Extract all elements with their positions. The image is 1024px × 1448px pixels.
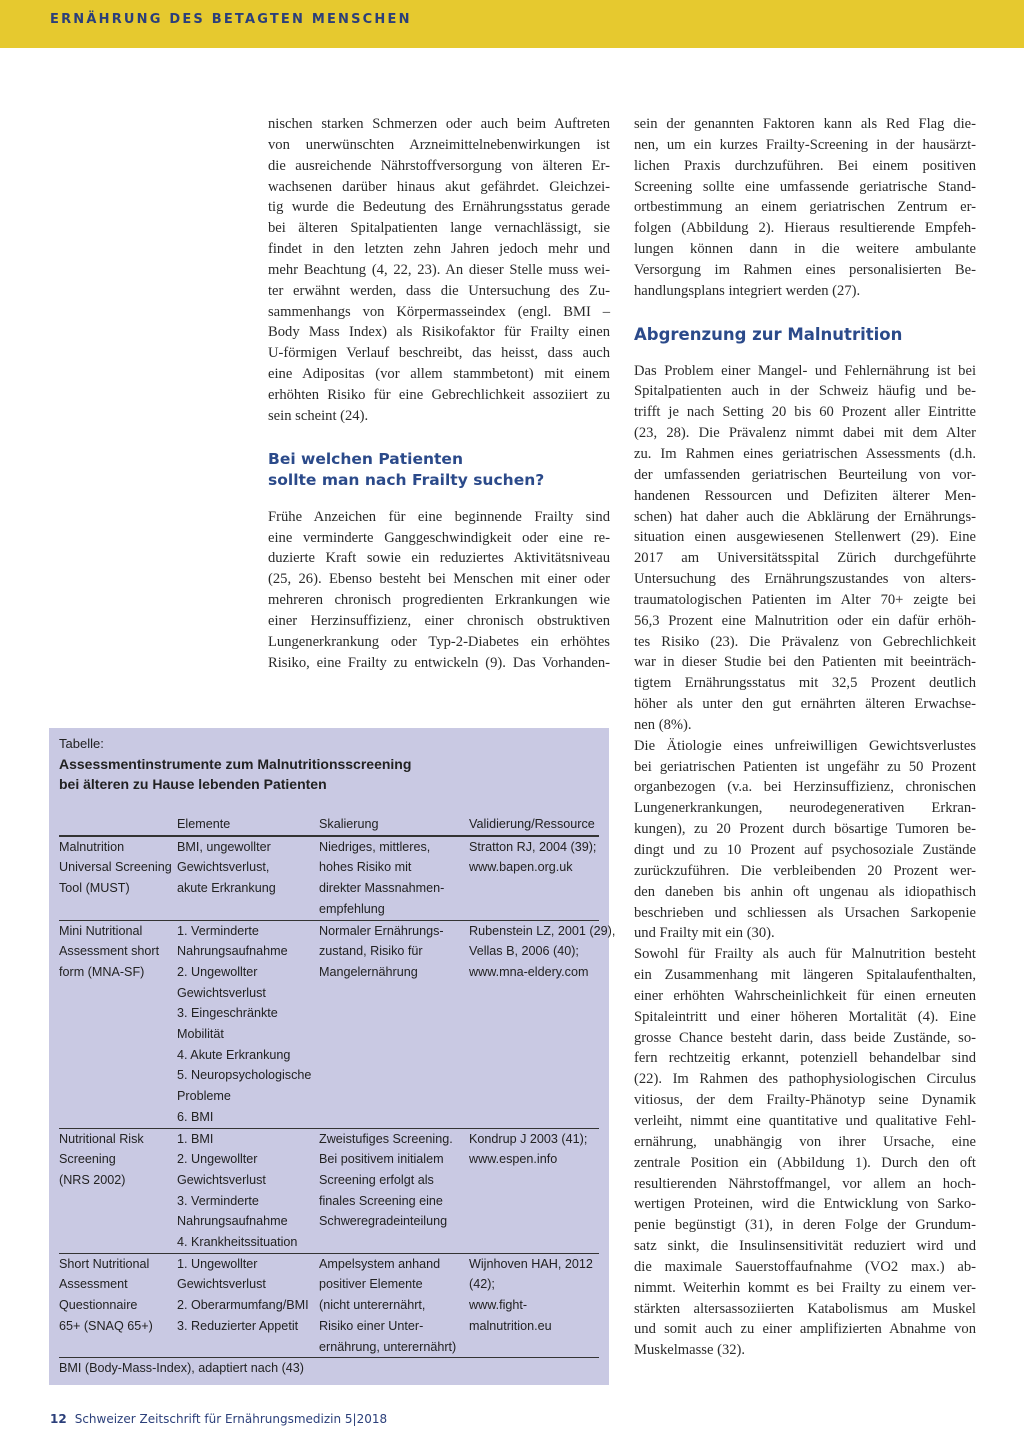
cell-line: Assessment [59,1277,128,1292]
cell-line: Gewichtsverlust [177,1172,266,1187]
cell-line: akute Erkrankung [177,881,276,896]
text-line: trifft je nach Setting 20 bis 60 Prozent aller Eintritte [634,404,976,421]
text-line: eine verminderte Ganggeschwindigkeit oder eine re- [268,529,610,546]
text-line: die maximale Sauerstoffaufnahme (VO2 max.) ab- [634,1258,976,1275]
cell-line: Nutritional Risk [59,1131,144,1146]
table-row [59,1128,599,1253]
text-line: erhöhten Risiko für eine Gebrechlichkeit assoziiert zu [268,386,610,403]
cell-line: (NRS 2002) [59,1172,126,1187]
section-heading: Abgrenzung zur Malnutrition [634,324,903,344]
assessment-table-box [49,728,616,1385]
text-line: Untersuchung des Ernährungszustandes von alters- [634,571,976,588]
text-line: war in dieser Studie bei den Patienten mit beeinträch- [634,654,976,671]
table-header-row [59,814,599,836]
paragraph [268,507,610,674]
cell-line: 1. BMI [177,1131,214,1146]
cell-line: Rubenstein LZ, 2001 (29), [469,923,616,938]
cell-line: 5. Neuropsychologische [177,1068,312,1083]
text-line: penie begünstigt (31), in deren Folge der Grundum- [634,1217,976,1234]
text-line: nen, um ein kurzes Frailty-Screening in der hausärzt- [634,136,976,153]
text-line: der umfassenden geriatrischen Beurteilung von vor- [634,466,976,483]
cell-line: Kondrup J 2003 (41); [469,1131,588,1146]
text-line: U-förmigen Verlauf beschreibt, das heisst, dass auch [268,345,610,362]
text-line: grosse Chance besteht darin, dass beide Zustände, so- [634,1029,976,1046]
table-header-cell [59,814,177,835]
cell-line: Mini Nutritional [59,923,143,938]
text-line: (25, 26). Ebenso besteht bei Menschen mit einer oder [268,571,610,588]
cell-line: www.fight- [469,1298,528,1313]
cell-line: Stratton RJ, 2004 (39); [469,839,597,854]
text-line: kungen), zu 20 Prozent durch bösartige Tumoren be- [634,821,976,838]
text-line: ernährung, unabhängig von ihrer Ursache, eine [634,1133,976,1150]
cell-line: Tool (MUST) [59,881,130,896]
text-line: wachsenen darüber hinaus akut gefährdet. Gleichzei- [268,178,610,195]
cell-line: empfehlung [319,901,385,916]
table-cell [469,1129,599,1253]
cell-line: www.bapen.org.uk [469,860,573,875]
text-line: Body Mass Index) als Risikofaktor für Frailty einen [268,324,610,341]
table-cell [469,1254,599,1358]
text-line: eine Adipositas (vor allem stammbetont) mit einem [268,366,610,383]
text-line: Lungenerkrankung oder Typ-2-Diabetes ein erhöhtes [268,633,610,650]
text-line: tigtem Ernährungsstatus mit 32,5 Prozent deutlich [634,675,976,692]
cell-line: Assessment short [59,944,160,959]
cell-line: Ampelsystem anhand [319,1256,441,1271]
header-band [0,0,1024,48]
table-row [59,836,599,920]
section-heading: Bei welchen Patienten [268,449,463,468]
cell-line: Screening erfolgt als [319,1172,434,1187]
cell-line: 1. Ungewollter [177,1256,258,1271]
table-cell [177,837,319,920]
cell-line: www.mna-eldery.com [469,964,589,979]
text-line: (23, 28). Die Prävalenz nimmt dabei mit dem Alter [634,425,976,442]
cell-line: hohes Risiko mit [319,860,412,875]
cell-line: form (MNA-SF) [59,964,145,979]
table-cell [59,921,177,1128]
text-line: stärkten altersassoziierten Katabolismus am Muskel [634,1300,976,1317]
text-line: ter erwähnt werden, dass die Untersuchung des Zu- [268,282,610,299]
text-line: ortbestimmung an einem geriatrischen Zentrum er- [634,199,976,216]
cell-line: Probleme [177,1089,231,1104]
text-line: tes Risiko (23). Die Prävalenz von Gebrechlichkeit [634,633,976,650]
text-line: den daneben bis anhin oft ungenau als idiopathisch [634,883,976,900]
table-cell [177,921,319,1128]
journal-name: Schweizer Zeitschrift für Ernährungsmedizin 5|2018 [74,1412,388,1426]
cell-line: Mobilität [177,1027,224,1042]
table-cell [177,1129,319,1253]
text-line: traumatologischen Patienten im Alter 70+ zeigte bei [634,591,976,608]
text-line: Die Ätiologie eines unfreiwilligen Gewichtsverlustes [634,737,976,754]
cell-line: finales Screening eine [319,1193,443,1208]
text-line: (22). Im Rahmen des pathophysiologischen Circulus [634,1071,976,1088]
cell-line: 4. Akute Erkrankung [177,1047,291,1062]
cell-line: Nahrungsaufnahme [177,944,288,959]
page-footer [50,1412,387,1426]
cell-line: Bei positivem initialem [319,1152,444,1167]
paragraph [634,736,976,944]
cell-line: 1. Verminderte [177,923,259,938]
text-line: sein scheint (24). [268,407,369,424]
cell-line: Gewichtsverlust, [177,860,270,875]
text-line: einer Herzinsuffizienz, einer chronisch obstruktiven [268,612,610,629]
cell-line: Mangelernährung [319,964,418,979]
cell-line: Questionnaire [59,1298,138,1313]
text-line: duzierte Kraft sowie ein reduziertes Aktivitätsniveau [268,550,610,567]
table-label: Tabelle: [59,736,104,751]
cell-line: positiver Elemente [319,1277,423,1292]
cell-line: 2. Oberarmumfang/BMI [177,1298,309,1313]
text-line: ein Zusammenhang mit längeren Spitalaufenthalten, [634,967,976,984]
table-cell [59,1129,177,1253]
text-line: und Frailty mit ein (30). [634,925,775,942]
cell-line: zustand, Risiko für [319,944,423,959]
cell-line: 65+ (SNAQ 65+) [59,1318,153,1333]
table-header-cell: Skalierung [319,817,379,831]
text-line: einer erhöhten Wahrscheinlichkeit für einen erneuten [634,987,976,1004]
text-line: Frühe Anzeichen für eine beginnende Frailty sind [268,508,610,525]
text-line: tig wurde die Bedeutung des Ernährungsstatus gerade [268,199,610,216]
table-header-cell: Validierung/Ressource [469,817,595,831]
text-line: zurückzuführen. Die verbleibenden 20 Prozent wer- [634,862,976,879]
text-line: von unerwünschten Arzneimittelnebenwirkungen ist [268,136,610,153]
text-line: handlungsplans integriert werden (27). [634,282,861,299]
paragraph [268,114,610,427]
page-number: 12 [50,1412,67,1426]
cell-line: ernährung, unterernährt) [319,1339,457,1354]
text-line: und somit auch zu einer amplifizierten Abnahme von [634,1321,976,1338]
text-line: sein der genannten Faktoren kann als Red Flag die- [634,116,976,132]
text-line: bei geriatrischen Patienten ist ungefähr zu 50 Prozent [634,758,976,775]
text-line: zu. Im Rahmen eines geriatrischen Assessments (d.h. [634,445,976,462]
text-line: findet in den letzten zehn Jahren jedoch mehr und [268,241,610,258]
cell-line: malnutrition.eu [469,1318,552,1333]
table-footnote: BMI (Body-Mass-Index), adaptiert nach (43) [59,1357,599,1379]
cell-line: (nicht unterernährt, [319,1298,426,1313]
column-middle [268,114,610,673]
cell-line: Screening [59,1152,116,1167]
text-line: Risiko, eine Frailty zu entwickeln (9). Das Vorhanden- [268,654,610,671]
text-line: beschrieben und schliessen als Ursachen Sarkopenie [634,904,976,921]
paragraph [634,944,976,1361]
paragraph [634,361,976,736]
text-line: Spitaleintritt und einer höheren Mortalität (4). Eine [634,1008,976,1025]
text-line: sammenhangs von Körpermasseindex (engl. BMI – [268,303,610,320]
text-line: situation einen ausgewiesenen Stellenwert (29). Eine [634,529,976,546]
text-line: nimmt. Weiterhin kommt es bei Frailty zu einem ver- [634,1279,976,1296]
table-cell [319,1129,469,1253]
text-line: verleiht, nimmt eine quantitative und qualitative Fehl- [634,1112,976,1129]
table-cell [319,837,469,920]
text-line: Sowohl für Frailty als auch für Malnutrition besteht [634,946,976,963]
cell-line: 3. Verminderte [177,1193,259,1208]
text-line: Das Problem einer Mangel- und Fehlernährung ist bei [634,362,976,379]
cell-line: Niedriges, mittleres, [319,839,431,854]
text-line: mehreren chronisch progredienten Erkrankungen wie [268,592,610,609]
assessment-table [59,814,616,1379]
table-title: Assessmentinstrumente zum Malnutritionsscreening bei älteren zu Hause lebenden Patienten [59,756,412,792]
cell-line: 4. Krankheitssituation [177,1235,298,1250]
text-line: dingt und zu 10 Prozent auf psychosoziale Zustände [634,842,976,858]
text-line: nen (8%). [634,716,692,733]
cell-line: Short Nutritional [59,1256,150,1271]
cell-line: 3. Reduzierter Appetit [177,1318,299,1333]
cell-line: 2. Ungewollter [177,964,258,979]
cell-line: Gewichtsverlust [177,1277,266,1292]
text-line: die ausreichende Nährstoffversorgung von älteren Er- [268,157,610,174]
text-line: organbezogen (v.a. bei Herzinsuffizienz, chronischen [634,779,976,796]
column-right [634,114,976,1361]
cell-line: Risiko einer Unter- [319,1318,424,1333]
table-row [59,1253,599,1358]
cell-line: Schweregradeinteilung [319,1214,448,1229]
text-line: höher als unter den gut ernährten älteren Erwachse- [634,696,976,713]
cell-line: Universal Screening [59,860,172,875]
text-line: mehr Beachtung (4, 22, 23). An dieser Stelle muss wei- [268,261,610,278]
cell-line: Malnutrition [59,839,125,854]
paragraph [634,114,976,302]
table-cell [319,1254,469,1358]
cell-line: Gewichtsverlust [177,985,266,1000]
text-line: 2017 am Universitätsspital Zürich durchgeführte [634,550,976,567]
text-line: Lungenerkrankungen, neurodegenerativen Erkran- [634,800,976,817]
text-line: vitiosus, der dem Frailty-Phänotyp seine Dynamik [634,1092,976,1109]
table-cell [469,837,599,920]
text-line: nischen starken Schmerzen oder auch beim Auftreten [268,116,610,132]
cell-line: Vellas B, 2006 (40); [469,944,579,959]
text-line: lungen können dann in die weitere ambulante [634,241,976,258]
cell-line: Zweistufiges Screening. [319,1131,453,1146]
cell-line: Wijnhoven HAH, 2012 [469,1256,593,1271]
text-line: schen) hat daher auch die Abklärung der Ernährungs- [634,508,976,525]
text-line: resultierenden Nährstoffmangel, vor allem an hoch- [634,1175,976,1192]
table-cell [59,1254,177,1358]
text-line: folgen (Abbildung 2). Hieraus resultierende Empfeh- [634,220,976,237]
cell-line: 2. Ungewollter [177,1152,258,1167]
text-line: 56,3 Prozent eine Malnutrition oder ein dafür erhöh- [634,612,976,629]
cell-line: direkter Massnahmen- [319,881,445,896]
cell-line: (42); [469,1277,495,1292]
section-heading: sollte man nach Frailty suchen? [268,470,545,489]
text-line: lichen Praxis durchzuführen. Bei einem positiven [634,157,976,174]
cell-line: Normaler Ernährungs- [319,923,444,938]
cell-line: BMI, ungewollter [177,839,271,854]
section-title: ERNÄHRUNG DES BETAGTEN MENSCHEN [50,12,412,27]
cell-line: www.espen.info [469,1152,558,1167]
text-line: Versorgung im Rahmen eines personalisierten Be- [634,261,976,278]
table-cell [177,1254,319,1358]
cell-line: Nahrungsaufnahme [177,1214,288,1229]
table-cell [319,921,469,1128]
text-line: handenen Ressourcen und Defiziten älterer Men- [634,487,976,504]
text-line: zentrale Position ein (Abbildung 1). Durch den oft [634,1154,976,1171]
text-line: satz sinkt, die Insulinsensitivität reduziert wird und [634,1238,976,1255]
text-line: Muskelmasse (32). [634,1342,746,1359]
table-cell [469,921,616,1128]
table-cell [59,837,177,920]
text-line: Screening sollte eine umfassende geriatrische Stand- [634,178,976,195]
table-header-cell: Elemente [177,817,231,831]
text-line: fern rechtzeitig erkannt, potenziell behandelbar sind [634,1050,976,1067]
table-row [59,920,616,1128]
text-line: Spitalpatienten auch in der Schweiz häufig und be- [634,383,976,400]
cell-line: 3. Eingeschränkte [177,1006,278,1021]
text-line: wertigen Proteinen, wird die Entwicklung von Sarko- [634,1196,976,1213]
cell-line: 6. BMI [177,1109,214,1124]
text-line: bei älteren Spitalpatienten lange vernachlässigt, sie [268,220,610,237]
